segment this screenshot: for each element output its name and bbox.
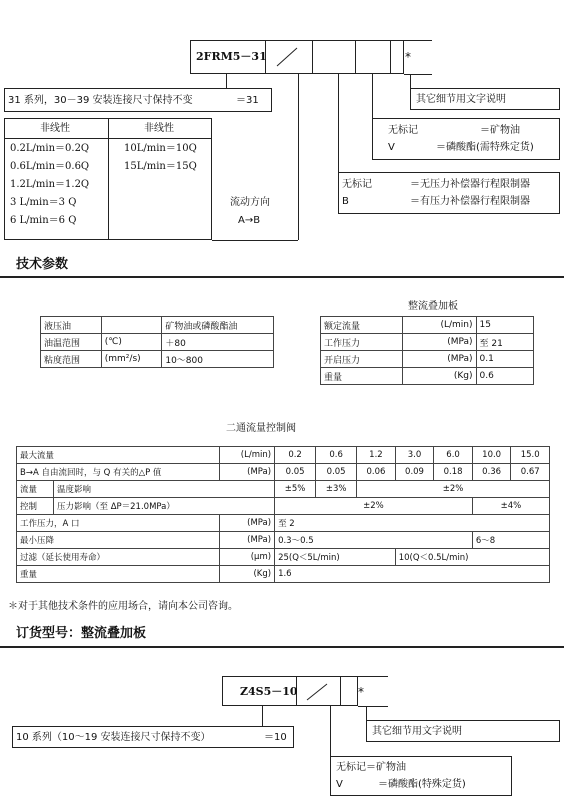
spec-unit: (℃) [101, 334, 162, 351]
flow-option: 3 L/min＝3 Q [10, 197, 77, 208]
max-flow-label: 最大流量 [17, 447, 220, 464]
slash-separator [272, 44, 302, 70]
max-flow-value: 10.0 [472, 447, 511, 464]
min-pressure-drop-value: 6～8 [472, 532, 549, 549]
spec-label: 额定流量 [321, 317, 403, 334]
weight-label: 重量 [17, 566, 220, 583]
model-code: Z4S5－10 [240, 685, 298, 698]
table-row [17, 464, 550, 481]
max-flow-value: 0.6 [316, 447, 357, 464]
pressure-influence-label: 压力影响（至 ΔP＝21.0MPa） [54, 498, 275, 515]
work-pressure-label: 工作压力，A 口 [17, 515, 220, 532]
spec-value: 矿物油或磷酸酯油 [162, 317, 274, 334]
flow-control-label-1: 流量 [17, 481, 54, 498]
spec-value: 0.6 [476, 368, 533, 385]
pressure-influence-value: ±4% [472, 498, 549, 515]
temp-influence-value: ±2% [357, 481, 550, 498]
flow-option: 1.2L/min＝1.2Q [10, 179, 90, 190]
table-row [17, 481, 550, 498]
filter-unit: (μm) [219, 549, 274, 566]
flow-direction-value: A→B [238, 215, 261, 226]
slash-separator [302, 680, 332, 704]
spec-value: 0.1 [476, 351, 533, 368]
right-spec-table [320, 316, 534, 385]
star-mark: * [358, 685, 364, 699]
flow-control-table [16, 446, 550, 583]
max-flow-value: 3.0 [395, 447, 434, 464]
max-flow-value: 1.2 [357, 447, 396, 464]
star-mark: * [405, 50, 411, 64]
nonlinear-header-2: 非线性 [144, 123, 174, 134]
max-flow-value: 6.0 [434, 447, 473, 464]
table-row [321, 368, 534, 385]
table-row [41, 334, 274, 351]
spec-value: 至 21 [476, 334, 533, 351]
table-row [321, 334, 534, 351]
model-code: 2FRM5－31 [196, 50, 267, 63]
comp-no-mark: 无标记 [342, 179, 372, 190]
ba-value: 0.67 [511, 464, 550, 481]
fluid-v-mark: V [336, 779, 343, 790]
filter-value: 10(Q＜0.5L/min) [395, 549, 549, 566]
series-eq: ＝10 [264, 732, 287, 743]
table-row [41, 317, 274, 334]
max-flow-unit: (L/min) [219, 447, 274, 464]
table-row [321, 351, 534, 368]
spec-label: 液压油 [41, 317, 102, 334]
footnote: ＊对于其他技术条件的应用场合，请向本公司咨询。 [8, 601, 238, 612]
ba-value: 0.18 [434, 464, 473, 481]
spec-unit: (mm²/s) [101, 351, 162, 368]
flow-option: 10L/min＝10Q [124, 143, 197, 154]
spec-label: 开启压力 [321, 351, 403, 368]
ba-value: 0.05 [316, 464, 357, 481]
flow-option: 15L/min＝15Q [124, 161, 197, 172]
fluid-no-mark: 无标记＝矿物油 [336, 762, 406, 773]
fluid-phosphate: ＝磷酸酯(特殊定货) [378, 779, 466, 790]
other-details: 其它细节用文字说明 [372, 726, 462, 737]
table-row [17, 498, 550, 515]
spec-value: 10～800 [162, 351, 274, 368]
work-pressure-value: 至 2 [275, 515, 550, 532]
min-pressure-drop-unit: (MPa) [219, 532, 274, 549]
flow-control-label-2: 控制 [17, 498, 54, 515]
ba-value: 0.09 [395, 464, 434, 481]
temp-influence-value: ±5% [275, 481, 316, 498]
ba-label: B→A 自由流回时，与 Q 有关的△P 值 [17, 464, 220, 481]
table-row [17, 447, 550, 464]
spec-label: 工作压力 [321, 334, 403, 351]
ba-value: 0.05 [275, 464, 316, 481]
max-flow-value: 15.0 [511, 447, 550, 464]
section-title-order-code: 订货型号：整流叠加板 [16, 626, 147, 641]
filter-value: 25(Q＜5L/min) [275, 549, 396, 566]
ba-unit: (MPa) [219, 464, 274, 481]
spec-label: 重量 [321, 368, 403, 385]
spec-label: 粘度范围 [41, 351, 102, 368]
series-eq: ＝31 [236, 95, 259, 106]
table-row [41, 351, 274, 368]
flow-option: 0.2L/min＝0.2Q [10, 143, 90, 154]
ba-value: 0.36 [472, 464, 511, 481]
comp-no-desc: ＝无压力补偿器行程限制器 [410, 179, 530, 190]
min-pressure-drop-label: 最小压降 [17, 532, 220, 549]
work-pressure-unit: (MPa) [219, 515, 274, 532]
right-table-title: 整流叠加板 [408, 301, 458, 312]
flow-option: 6 L/min＝6 Q [10, 215, 77, 226]
fluid-mineral: ＝矿物油 [480, 125, 520, 136]
ba-value: 0.06 [357, 464, 396, 481]
table-row [17, 515, 550, 532]
series-text: 10 系列（10～19 安装连接尺寸保持不变） [16, 732, 211, 743]
filter-label: 过滤（延长使用寿命） [17, 549, 220, 566]
spec-value: ＋80 [162, 334, 274, 351]
table-row [321, 317, 534, 334]
comp-b-mark: B [342, 196, 349, 207]
table-row [17, 566, 550, 583]
nonlinear-header-1: 非线性 [40, 123, 70, 134]
spec-unit [101, 317, 162, 334]
weight-unit: (Kg) [219, 566, 274, 583]
fluid-v-mark: V [388, 142, 395, 153]
left-spec-table [40, 316, 274, 368]
fluid-no-mark: 无标记 [388, 125, 418, 136]
temp-influence-label: 温度影响 [54, 481, 275, 498]
flow-option: 0.6L/min＝0.6Q [10, 161, 90, 172]
max-flow-value: 0.2 [275, 447, 316, 464]
temp-influence-value: ±3% [316, 481, 357, 498]
min-pressure-drop-value: 0.3～0.5 [275, 532, 473, 549]
spec-unit: (MPa) [402, 334, 476, 351]
table-row [17, 549, 550, 566]
big-table-title: 二通流量控制阀 [226, 423, 296, 434]
comp-b-desc: ＝有压力补偿器行程限制器 [410, 196, 530, 207]
spec-unit: (MPa) [402, 351, 476, 368]
flow-direction-label: 流动方向 [230, 197, 270, 208]
spec-value: 15 [476, 317, 533, 334]
series-text: 31 系列，30－39 安装连接尺寸保持不变 [8, 95, 193, 106]
other-details: 其它细节用文字说明 [416, 94, 506, 105]
section-title-tech-params: 技术参数 [16, 257, 69, 272]
spec-unit: (L/min) [402, 317, 476, 334]
spec-label: 油温范围 [41, 334, 102, 351]
spec-unit: (Kg) [402, 368, 476, 385]
fluid-phosphate: ＝磷酸酯(需特殊定货) [436, 142, 534, 153]
table-row [17, 532, 550, 549]
pressure-influence-value: ±2% [275, 498, 473, 515]
weight-value: 1.6 [275, 566, 550, 583]
